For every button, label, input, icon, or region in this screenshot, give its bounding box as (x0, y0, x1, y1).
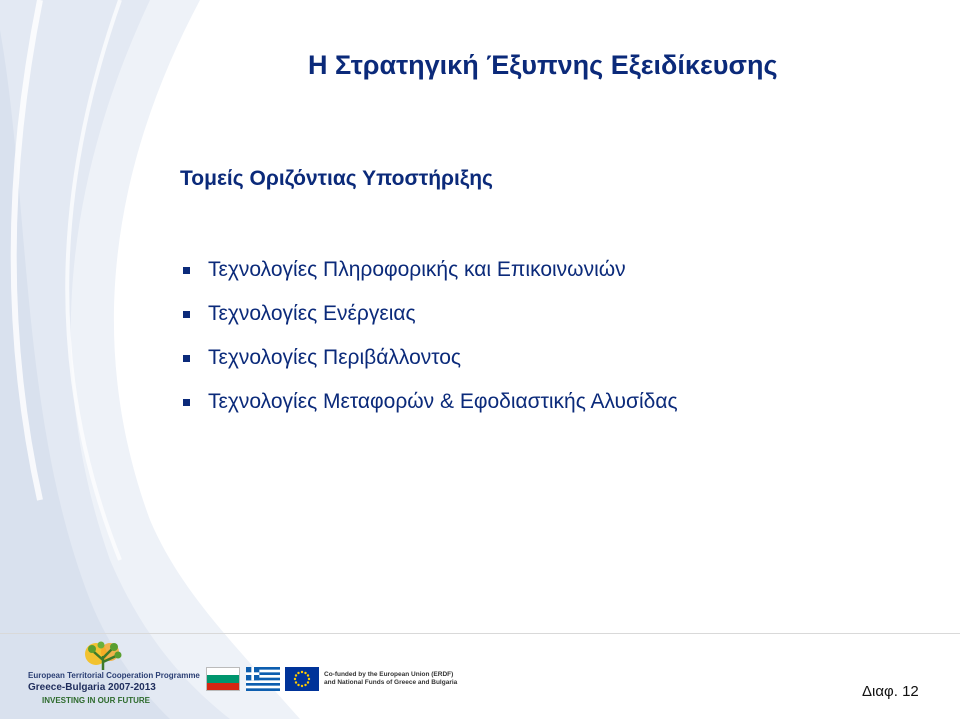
slide-title: Η Στρατηγική Έξυπνης Εξειδίκευσης (308, 50, 778, 80)
footer-divider (0, 633, 960, 634)
bulgaria-flag-icon (206, 667, 240, 691)
bullet-text: Τεχνολογίες Ενέργειας (208, 302, 416, 325)
cofunding-line: and National Funds of Greece and Bulgaria (324, 679, 458, 686)
square-bullet-icon (183, 355, 190, 362)
programme-logo (28, 640, 200, 715)
square-bullet-icon (183, 399, 190, 406)
greece-flag-icon (246, 667, 280, 691)
bullet-item (180, 248, 678, 292)
bullet-list (180, 248, 678, 424)
slide-number: Διαφ. 12 (862, 683, 919, 700)
section-subtitle: Τομείς Οριζόντιας Υποστήριξης (180, 167, 493, 190)
bullet-text: Τεχνολογίες Μεταφορών & Εφοδιαστικής Αλυσίδας (208, 390, 678, 413)
bullet-text: Τεχνολογίες Πληροφορικής και Επικοινωνιών (208, 258, 626, 281)
logo-region-text: Greece-Bulgaria 2007-2013 (28, 682, 156, 693)
tree-sun-icon (28, 640, 188, 672)
logo-slogan-text: INVESTING IN OUR FUTURE (42, 696, 151, 705)
eu-flag-icon (285, 667, 319, 691)
cofunding-note (324, 671, 494, 687)
bullet-item (180, 292, 678, 336)
square-bullet-icon (183, 311, 190, 318)
bullet-item (180, 380, 678, 424)
bullet-item (180, 336, 678, 380)
square-bullet-icon (183, 267, 190, 274)
cofunding-line: Co-funded by the European Union (ERDF) (324, 671, 454, 678)
logo-programme-text: European Territorial Cooperation Programme (28, 671, 200, 680)
bullet-text: Τεχνολογίες Περιβάλλοντος (208, 346, 462, 369)
